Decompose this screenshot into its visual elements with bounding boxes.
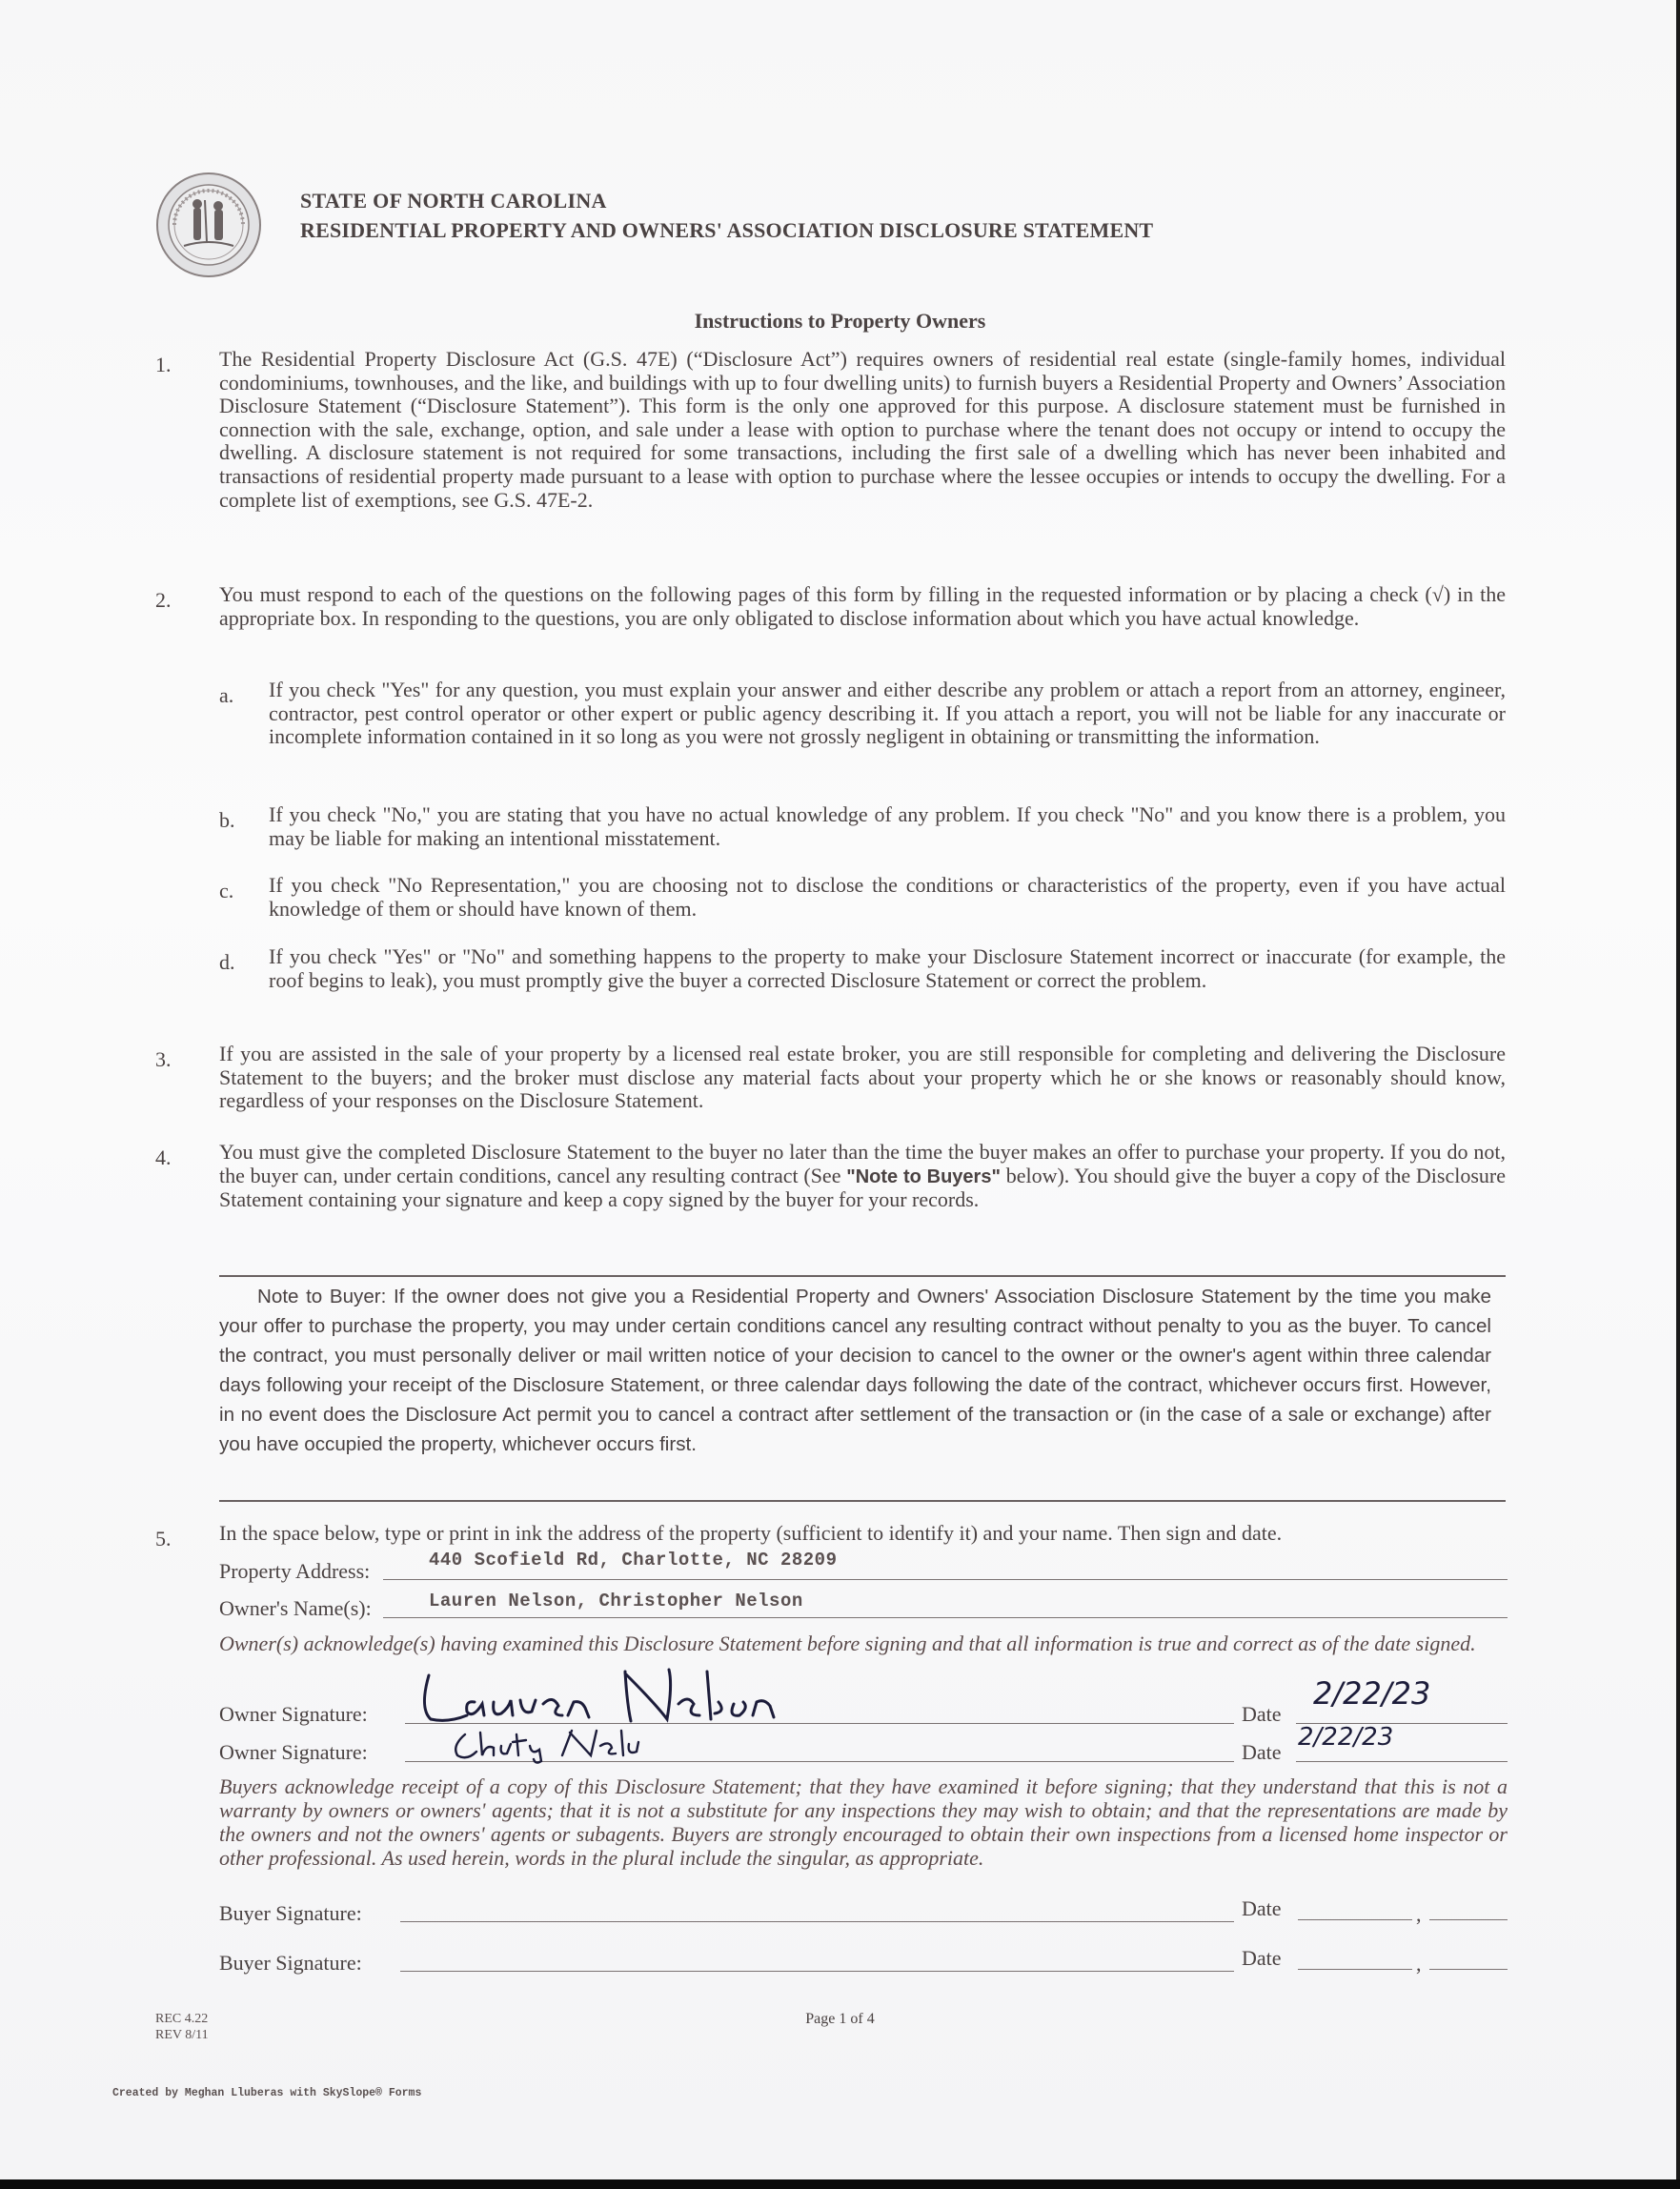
document-title: STATE OF NORTH CAROLINA (300, 189, 607, 213)
date-comma: , (1416, 1952, 1422, 1976)
date-label: Date (1242, 1702, 1282, 1726)
buyer-signature-label: Buyer Signature: (219, 1901, 362, 1925)
instruction-subitem-a: If you check "Yes" for any question, you must explain your answer and either describe any problem or attach a report from an attorney, engineer, contractor, pest control operator or other expert or public agency describing it. If you attach a report, you will not be liable for any inaccurate or incomplete information contained in it so long as you were not grossly negligent in obtaining or transmitting the information. (269, 678, 1506, 749)
year-line[interactable] (1429, 1969, 1508, 1970)
created-by: Created by Meghan Lluberas with SkySlope® Forms (112, 2087, 422, 2099)
state-seal-icon (155, 172, 262, 278)
owner-signature-1-date[interactable]: 2/22/23 (1313, 1675, 1431, 1712)
item-number: 5. (155, 1527, 172, 1551)
note-to-buyer: Note to Buyer: If the owner does not give you a Residential Property and Owners' Association Disclosure Statement by the time you make your offer to purchase the property, you may under certain conditions cancel any resulting contract without penalty to you as the buyer. To cancel the contract, you must personally deliver or mail written notice of your decision to cancel to the owner or the owner's agent within three calendar days following your receipt of the Disclosure Statement, or three calendar days following the date of the contract, whichever occurs first. However, in no event does the Disclosure Act permit you to cancel a contract after settlement of the transaction or (in the case of a sale or exchange) after you have occupied the property, whichever occurs first. (219, 1286, 1491, 1455)
property-address-line (383, 1579, 1508, 1580)
instruction-item-1: The Residential Property Disclosure Act (G.S. 47E) (“Disclosure Act”) requires owners of residential real estate (single-family homes, individual condominiums, townhouses, and the like, and buildings with up to four dwelling units) to furnish buyers a Residential Property and Owners’ Association Disclosure Statement (“Disclosure Statement”). This form is the only one approved for this purpose. A disclosure statement must be furnished in connection with the sale, exchange, option, and sale under a lease with option to purchase where the tenant does not occupy or intend to occupy the dwelling. A disclosure statement is not required for some transactions, including the first sale of a dwelling which has never been inhabited and transactions of residential property made pursuant to a lease with option to purchase where the lessee occupies or intends to occupy the dwelling. For a complete list of exemptions, see G.S. 47E-2. (219, 347, 1506, 512)
owners-name-label: Owner's Name(s): (219, 1596, 372, 1620)
subitem-letter: b. (219, 808, 235, 832)
subitem-letter: a. (219, 683, 234, 707)
buyer-signature-line[interactable] (400, 1921, 1234, 1922)
owner-signature-label: Owner Signature: (219, 1702, 368, 1726)
date-label: Date (1242, 1740, 1282, 1764)
subitem-letter: c. (219, 879, 234, 902)
section5-intro: In the space below, type or print in ink the address of the property (sufficient to identify it) and your name. Then sign and date. (219, 1521, 1283, 1545)
owner-acknowledgement: Owner(s) acknowledge(s) having examined this Disclosure Statement before signing and that all information is true and correct as of the date signed. (219, 1632, 1476, 1655)
date-label: Date (1242, 1946, 1282, 1970)
property-address-field[interactable]: 440 Scofield Rd, Charlotte, NC 28209 (429, 1550, 838, 1571)
scan-edge-right (1676, 0, 1680, 2189)
instruction-item-2: You must respond to each of the questions on the following pages of this form by filling in the requested information or by placing a check (√) in the appropriate box. In responding to the questions, you are only obligated to disclose information about which you have actual knowledge. (219, 582, 1506, 630)
instruction-item-3: If you are assisted in the sale of your property by a licensed real estate broker, you are still responsible for completing and delivering the Disclosure Statement to the buyers; and the broker must disclose any material facts about your property which he or she knows or reasonably should know, regardless of your responses on the Disclosure Statement. (219, 1042, 1506, 1113)
form-code-text: REC 4.22 (155, 2012, 209, 2026)
owner-signature-label: Owner Signature: (219, 1740, 368, 1764)
year-line[interactable] (1429, 1919, 1508, 1920)
note-bottom-rule (219, 1500, 1506, 1502)
owners-name-field[interactable]: Lauren Nelson, Christopher Nelson (429, 1591, 803, 1611)
date-line[interactable] (1298, 1919, 1412, 1920)
date-comma: , (1416, 1902, 1422, 1926)
owner-signature-2-date[interactable]: 2/22/23 (1298, 1723, 1394, 1752)
buyer-signature-label: Buyer Signature: (219, 1951, 362, 1975)
item-number: 4. (155, 1145, 172, 1169)
property-address-label: Property Address: (219, 1559, 371, 1583)
date-label: Date (1242, 1896, 1282, 1920)
date-line[interactable] (1298, 1969, 1412, 1970)
page-number: Page 1 of 4 (805, 2011, 875, 2027)
instruction-subitem-b: If you check "No," you are stating that you have no actual knowledge of any problem. If you check "No" and you know there is a problem, you may be liable for making an intentional misstatement. (269, 802, 1506, 850)
buyer-signature-line[interactable] (400, 1971, 1234, 1972)
subitem-letter: d. (219, 950, 235, 974)
instruction-item-4: You must give the completed Disclosure Statement to the buyer no later than the time the buyer makes an offer to purchase your property. If you do not, the buyer can, under certain conditions, cancel any resulting contract (See "Note to Buyers" below). You should give the buyer a copy of the Disclosure Statement containing your signature and keep a copy signed by the buyer for your records. (219, 1140, 1506, 1212)
instruction-subitem-c: If you check "No Representation," you are choosing not to disclose the conditions or characteristics of the property, even if you have actual knowledge of them or should have known of them. (269, 873, 1506, 921)
date-line (1296, 1761, 1508, 1762)
revision-text: REV 8/11 (155, 2028, 209, 2042)
owner-signature-2[interactable] (448, 1723, 677, 1767)
instruction-subitem-d: If you check "Yes" or "No" and something happens to the property to make your Disclosure Statement incorrect or inaccurate (for example, the roof begins to leak), you must promptly give the buyer a corrected Disclosure Statement or correct the problem. (269, 944, 1506, 992)
document-subtitle: RESIDENTIAL PROPERTY AND OWNERS' ASSOCIATION DISCLOSURE STATEMENT (300, 218, 1154, 242)
instructions-heading: Instructions to Property Owners (694, 309, 986, 333)
buyer-acknowledgement: Buyers acknowledge receipt of a copy of this Disclosure Statement; that they have examined it before signing; that they understand that this is not a warranty by owners or owners' agents; that it is not a substitute for any inspections they may wish to obtain; and that the representations are made by the owners and not the owners' agents or subagents. Buyers are strongly encouraged to obtain their own inspections from a licensed home inspector or other professional. As used herein, words in the plural include the singular, as appropriate. (219, 1774, 1508, 1870)
note-to-buyers-ref: "Note to Buyers" (846, 1165, 1001, 1187)
scan-edge-bottom (0, 2179, 1680, 2189)
item-number: 2. (155, 588, 172, 612)
note-top-rule (219, 1275, 1506, 1277)
owners-name-line (383, 1617, 1508, 1618)
svg-text:Christopher Nelson: Christopher Nelson (448, 1766, 455, 1767)
svg-text:Lauren Nelson: Lauren Nelson (410, 1731, 415, 1732)
item-number: 1. (155, 353, 172, 376)
item-number: 3. (155, 1047, 172, 1071)
